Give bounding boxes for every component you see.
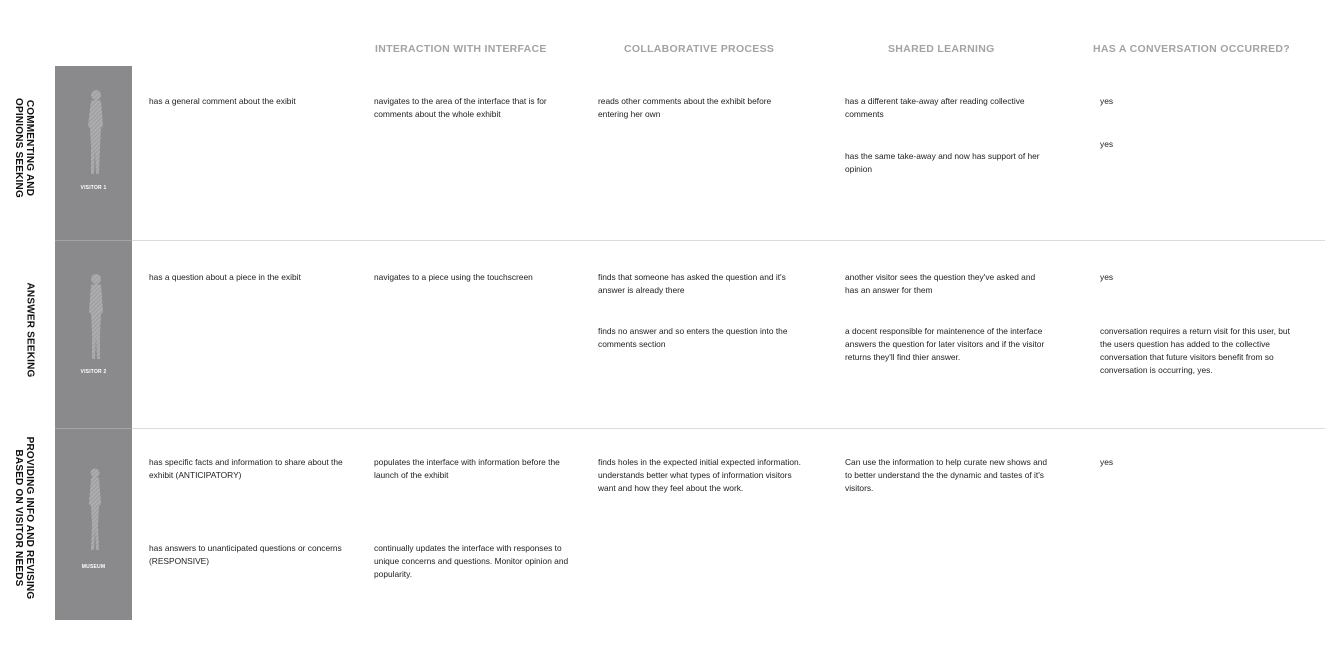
band-divider — [55, 428, 132, 429]
row3-need-2: has answers to unanticipated questions or concerns (RESPONSIVE) — [149, 543, 342, 566]
row3-conversation: yes — [1100, 457, 1114, 467]
row1-conversation-2: yes — [1100, 139, 1114, 149]
visitor-1-figure-icon — [82, 88, 108, 178]
row2-collaborative-1: finds that someone has asked the question and it's answer is already there — [598, 272, 786, 295]
visitor-1-label: VISITOR 1 — [80, 185, 107, 191]
row2-shared-1: another visitor sees the question they've asked and has an answer for them — [845, 272, 1036, 295]
row-divider — [132, 428, 1325, 429]
row2-conversation-1: yes — [1100, 272, 1114, 282]
row-label-line: ANSWER SEEKING — [24, 282, 36, 378]
row1-collaborative: reads other comments about the exhibit before entering her own — [598, 96, 772, 119]
row2-need: has a question about a piece in the exibit — [149, 272, 301, 282]
row2-conversation-2: conversation requires a return visit for this user, but the users question has added to the collective conversation that future visitors benefit from so conversation is occurring, yes. — [1100, 326, 1290, 375]
header-collaborative: COLLABORATIVE PROCESS — [624, 43, 775, 55]
row1-conversation-1: yes — [1100, 96, 1114, 106]
header-interaction: INTERACTION WITH INTERFACE — [375, 43, 547, 55]
row1-interaction: navigates to the area of the interface that is for comments about the whole exhibit — [374, 96, 547, 119]
row2-shared-2: a docent responsible for maintenence of the interface answers the question for later visitors and if the visitor returns they'll find thier answer. — [845, 326, 1045, 362]
visitor-2-label: VISITOR 2 — [80, 369, 107, 375]
visitor-2-figure-icon — [83, 272, 109, 362]
museum-label: MUSEUM — [81, 564, 106, 570]
row3-need-1: has specific facts and information to share about the exhibit (ANTICIPATORY) — [149, 457, 343, 480]
band-divider — [55, 240, 132, 241]
row3-collaborative: finds holes in the expected initial expected information. understands better what types of information visitors want and how they feel about the work. — [598, 457, 801, 493]
row-label-line: PROVIDING INFO AND REVISING — [24, 436, 35, 600]
row3-shared: Can use the information to help curate new shows and to better understand the the dynamic and tastes of it's visitors. — [845, 457, 1048, 493]
museum-figure-icon — [84, 466, 106, 556]
row2-interaction: navigates to a piece using the touchscreen — [374, 272, 533, 282]
row1-need: has a general comment about the exibit — [149, 96, 296, 106]
row3-interaction-1: populates the interface with information before the launch of the exhibit — [374, 457, 560, 480]
row1-shared-1: has a different take-away after reading collective comments — [845, 96, 1025, 119]
header-shared-learning: SHARED LEARNING — [888, 43, 995, 55]
row-label-line: COMMENTING AND — [24, 99, 35, 197]
row-divider — [132, 240, 1325, 241]
row-label-line: OPINIONS SEEKING — [13, 98, 24, 198]
row2-collaborative-2: finds no answer and so enters the question into the comments section — [598, 326, 788, 349]
row-label-line: BASED ON VISITOR NEEDS — [13, 449, 24, 587]
header-conversation: HAS A CONVERSATION OCCURRED? — [1093, 43, 1291, 55]
row1-shared-2: has the same take-away and now has support of her opinion — [845, 151, 1040, 174]
row3-interaction-2: continually updates the interface with responses to unique concerns and questions. Monitor opinion and popularity. — [374, 543, 569, 579]
